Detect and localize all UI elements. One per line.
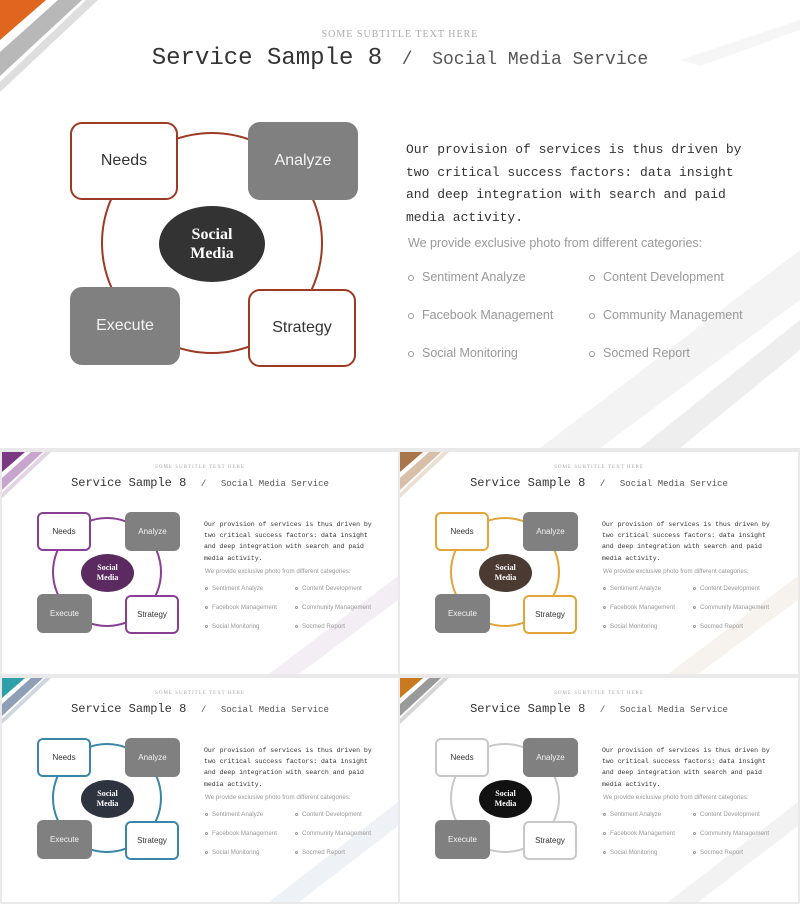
slide-title-row	[2, 699, 398, 717]
bullet-circle-icon	[408, 313, 414, 319]
slide-title: Service Sample 8	[470, 476, 586, 490]
paragraph-line: two critical success factors: data insight	[602, 758, 766, 766]
bullet-item	[295, 830, 371, 837]
slide-main	[0, 0, 800, 448]
bullet-item	[295, 585, 362, 592]
analyze-box: Analyze	[125, 738, 180, 777]
bullet-label: Social Monitoring	[610, 623, 658, 630]
bullet-circle-icon	[603, 587, 606, 590]
strategy-box: Strategy	[125, 821, 179, 860]
paragraph-line: Our provision of services is thus driven by	[204, 747, 372, 754]
bullet-item	[603, 604, 675, 611]
bullet-item	[589, 346, 690, 360]
slide-title: Service Sample 8	[71, 476, 187, 490]
bullet-label: Sentiment Analyze	[212, 811, 264, 818]
bullet-item	[693, 604, 769, 611]
categories-intro: We provide exclusive photo from different categories:	[205, 568, 351, 575]
execute-box: Execute	[435, 820, 490, 859]
needs-box: Needs	[37, 738, 91, 777]
bullet-circle-icon	[589, 313, 595, 319]
bullet-circle-icon	[693, 851, 696, 854]
bullet-item	[408, 346, 518, 360]
slide-subtitle: SOME SUBTITLE TEXT HERE	[554, 465, 644, 470]
bullet-circle-icon	[603, 832, 606, 835]
slide-title-row	[2, 473, 398, 491]
bullet-item	[408, 308, 553, 322]
bullet-circle-icon	[295, 851, 298, 854]
bullet-item	[603, 623, 657, 630]
bullet-item	[693, 849, 743, 856]
needs-box: Needs	[435, 512, 489, 551]
paragraph-line: and deep integration with search and paid	[602, 543, 762, 551]
bullet-label: Sentiment Analyze	[610, 585, 662, 592]
center-label-line-1: Social	[495, 563, 516, 573]
analyze-box: Analyze	[523, 738, 578, 777]
bullet-circle-icon	[205, 625, 208, 628]
strategy-box: Strategy	[248, 289, 356, 367]
strategy-box: Strategy	[523, 821, 577, 860]
bullet-item	[693, 623, 743, 630]
bullet-circle-icon	[205, 587, 208, 590]
bullet-label: Facebook Management	[610, 604, 676, 611]
paragraph-line: two critical success factors: data insight	[602, 532, 766, 540]
slide-title-row	[0, 45, 800, 72]
center-label-line-2: Media	[494, 799, 517, 808]
bullet-label: Facebook Management	[212, 830, 278, 837]
bullet-item	[603, 811, 661, 818]
description-paragraph	[406, 139, 741, 229]
center-label-line-1: Social	[191, 225, 233, 243]
social-media-center	[81, 780, 134, 818]
categories-intro: We provide exclusive photo from different categories:	[205, 794, 351, 801]
bullet-label: Facebook Management	[610, 830, 676, 837]
bullet-item	[295, 849, 345, 856]
bullet-circle-icon	[589, 351, 595, 357]
paragraph-line: and deep integration with search and paid	[602, 769, 762, 777]
bullet-circle-icon	[295, 832, 298, 835]
bullet-circle-icon	[693, 813, 696, 816]
paragraph-line: and deep integration with search and paid	[406, 187, 726, 202]
bullet-label: Community Management	[302, 830, 372, 837]
slide-title-sub: Social Media Service	[619, 705, 728, 715]
bullet-label: Socmed Report	[302, 623, 345, 630]
slide-title-row	[400, 699, 798, 717]
bullet-item	[205, 585, 263, 592]
center-label-line-1: Social	[495, 789, 516, 799]
bullet-label: Social Monitoring	[422, 346, 518, 360]
bullet-item	[205, 811, 263, 818]
bullet-item	[205, 849, 259, 856]
execute-box: Execute	[435, 594, 490, 633]
bullet-item	[693, 830, 769, 837]
execute-box: Execute	[37, 820, 92, 859]
slide-title: Service Sample 8	[470, 702, 586, 716]
bullet-circle-icon	[603, 606, 606, 609]
bullet-circle-icon	[295, 587, 298, 590]
slide-subtitle: SOME SUBTITLE TEXT HERE	[155, 465, 245, 470]
bullet-circle-icon	[295, 813, 298, 816]
bullet-label: Facebook Management	[212, 604, 278, 611]
categories-intro: We provide exclusive photo from different categories:	[408, 236, 703, 250]
bullet-circle-icon	[693, 625, 696, 628]
bullet-item	[589, 308, 743, 322]
slide-title-sub: Social Media Service	[619, 479, 728, 489]
slide-title-row	[400, 473, 798, 491]
slide-title: Service Sample 8	[71, 702, 187, 716]
bullet-item	[693, 811, 760, 818]
bullet-circle-icon	[693, 606, 696, 609]
bullet-item	[603, 585, 661, 592]
slide-thumbnail-teal	[2, 678, 398, 902]
paragraph-line: two critical success factors: data insight	[204, 758, 368, 766]
bullet-circle-icon	[205, 851, 208, 854]
bullet-item	[295, 811, 362, 818]
bullet-label: Content Development	[603, 270, 724, 284]
needs-box: Needs	[435, 738, 489, 777]
bullet-circle-icon	[589, 275, 595, 281]
needs-box: Needs	[37, 512, 91, 551]
execute-box: Execute	[70, 287, 180, 365]
bullet-label: Content Development	[700, 811, 760, 818]
bullet-item	[295, 604, 371, 611]
paragraph-line: media activity.	[406, 209, 524, 225]
center-label-line-2: Media	[96, 799, 119, 808]
bullet-circle-icon	[408, 351, 414, 357]
social-media-center	[479, 780, 532, 818]
title-separator: /	[200, 705, 207, 715]
bullet-label: Socmed Report	[603, 346, 690, 360]
bullet-label: Sentiment Analyze	[212, 585, 264, 592]
social-media-center	[479, 554, 532, 592]
paragraph-line: media activity.	[204, 780, 263, 788]
bullet-label: Sentiment Analyze	[422, 270, 526, 284]
bullet-circle-icon	[205, 832, 208, 835]
paragraph-line: media activity.	[602, 780, 661, 788]
bullet-circle-icon	[693, 587, 696, 590]
bullet-circle-icon	[603, 851, 606, 854]
slide-title-sub: Social Media Service	[220, 705, 329, 715]
center-label-line-2: Media	[494, 573, 517, 582]
description-paragraph	[602, 745, 770, 790]
paragraph-line: Our provision of services is thus driven by	[602, 747, 770, 754]
bullet-label: Content Development	[302, 811, 362, 818]
paragraph-line: and deep integration with search and paid	[204, 769, 364, 777]
bullet-circle-icon	[408, 275, 414, 281]
social-media-center	[81, 554, 134, 592]
bullet-circle-icon	[205, 606, 208, 609]
needs-box: Needs	[70, 122, 178, 200]
categories-intro: We provide exclusive photo from different categories:	[603, 794, 749, 801]
bullet-circle-icon	[603, 625, 606, 628]
center-label-line-2: Media	[96, 573, 119, 582]
bullet-label: Content Development	[700, 585, 760, 592]
bullet-label: Socmed Report	[700, 849, 743, 856]
slide-title-sub: Social Media Service	[432, 50, 649, 70]
paragraph-line: media activity.	[602, 554, 661, 562]
bullet-circle-icon	[295, 606, 298, 609]
center-label-line-2: Media	[190, 245, 234, 262]
slide-subtitle: SOME SUBTITLE TEXT HERE	[155, 691, 245, 696]
bullet-label: Social Monitoring	[610, 849, 658, 856]
description-paragraph	[602, 519, 770, 564]
paragraph-line: and deep integration with search and paid	[204, 543, 364, 551]
title-separator: /	[200, 479, 207, 489]
categories-intro: We provide exclusive photo from different categories:	[603, 568, 749, 575]
execute-box: Execute	[37, 594, 92, 633]
paragraph-line: media activity.	[204, 554, 263, 562]
bullet-label: Social Monitoring	[212, 623, 260, 630]
bullet-label: Community Management	[302, 604, 372, 611]
bullet-circle-icon	[603, 813, 606, 816]
bullet-item	[589, 270, 724, 284]
analyze-box: Analyze	[523, 512, 578, 551]
bullet-item	[295, 623, 345, 630]
center-label-line-1: Social	[97, 563, 118, 573]
strategy-box: Strategy	[523, 595, 577, 634]
slide-subtitle: SOME SUBTITLE TEXT HERE	[321, 29, 479, 40]
bullet-label: Facebook Management	[422, 308, 554, 322]
bullet-item	[408, 270, 526, 284]
title-separator: /	[599, 705, 606, 715]
slide-subtitle: SOME SUBTITLE TEXT HERE	[554, 691, 644, 696]
paragraph-line: Our provision of services is thus driven by	[602, 521, 770, 528]
paragraph-line: two critical success factors: data insight	[204, 532, 368, 540]
bullet-circle-icon	[295, 625, 298, 628]
bullet-item	[603, 849, 657, 856]
bullet-label: Socmed Report	[700, 623, 743, 630]
analyze-box: Analyze	[125, 512, 180, 551]
bullet-item	[205, 830, 277, 837]
title-separator: /	[599, 479, 606, 489]
bullet-item	[205, 623, 259, 630]
strategy-box: Strategy	[125, 595, 179, 634]
bullet-label: Socmed Report	[302, 849, 345, 856]
bullet-label: Social Monitoring	[212, 849, 260, 856]
slide-title: Service Sample 8	[151, 45, 383, 72]
description-paragraph	[204, 519, 372, 564]
bullet-item	[205, 604, 277, 611]
social-media-center	[159, 206, 265, 282]
paragraph-line: two critical success factors: data insight	[406, 164, 734, 180]
slide-thumbnail-black	[400, 678, 798, 902]
bullet-circle-icon	[205, 813, 208, 816]
center-label-line-1: Social	[97, 789, 118, 799]
slide-title-sub: Social Media Service	[220, 479, 329, 489]
bullet-label: Community Management	[700, 830, 770, 837]
slide-thumbnail-purple	[2, 452, 398, 674]
bullet-label: Sentiment Analyze	[610, 811, 662, 818]
bullet-label: Content Development	[302, 585, 362, 592]
bullet-item	[603, 830, 675, 837]
bullet-label: Community Management	[603, 308, 743, 322]
paragraph-line: Our provision of services is thus driven by	[204, 521, 372, 528]
description-paragraph	[204, 745, 372, 790]
bullet-item	[693, 585, 760, 592]
bullet-label: Community Management	[700, 604, 770, 611]
title-separator: /	[401, 50, 413, 70]
slide-thumbnail-gold	[400, 452, 798, 674]
paragraph-line: Our provision of services is thus driven by	[406, 142, 742, 157]
analyze-box: Analyze	[248, 122, 358, 200]
bullet-circle-icon	[693, 832, 696, 835]
